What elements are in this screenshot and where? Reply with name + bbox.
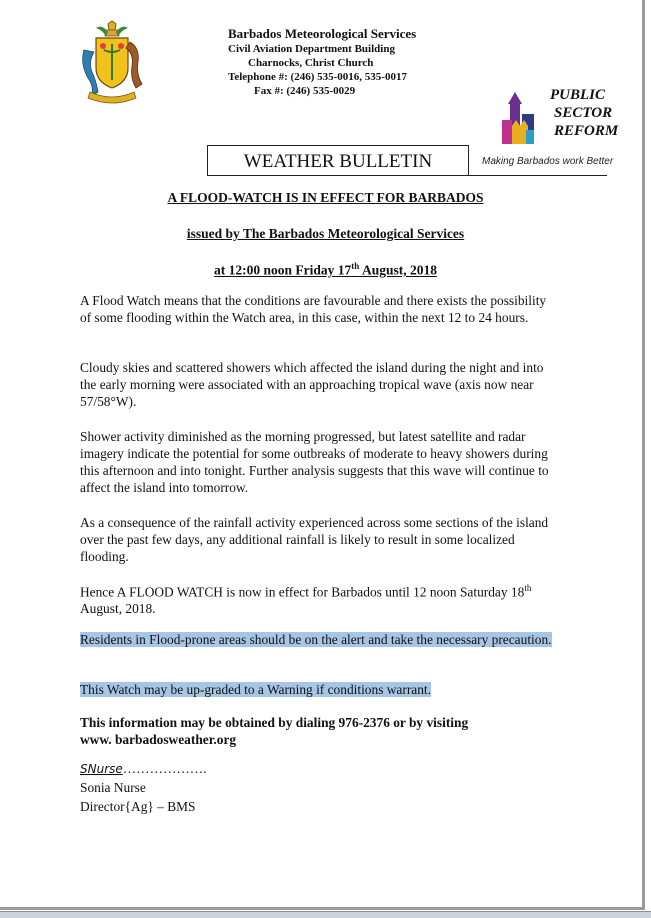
signature-scribble: SNurse [80, 762, 123, 776]
address-line-2: Charnocks, Christ Church [248, 57, 374, 69]
coat-of-arms-icon [78, 20, 146, 106]
organization-name: Barbados Meteorological Services [228, 26, 417, 41]
paragraph-5 [80, 580, 560, 617]
paragraph-7 [80, 681, 560, 698]
issued-by: issued by The Barbados Meteorological Services [186, 226, 465, 241]
paragraph-1: A Flood Watch means that the conditions are favourable and there exists the possibility of some flooding within the Watch area, in this case, within the next 12 to 24 hours. [80, 293, 547, 325]
paragraph-3: Shower activity diminished as the morning progressed, but latest satellite and radar imagery indicate the potential for some outbreaks of moderate to heavy showers during this afternoon and into tonight. Further analysis suggests that this wave will continue to affect the island into tomorrow. [80, 429, 549, 495]
psr-line-1: PUBLIC [550, 87, 606, 103]
bulletin-label: WEATHER BULLETIN [243, 151, 433, 172]
psr-wordmark [550, 86, 619, 140]
bulletin-title: A FLOOD-WATCH IS IN EFFECT FOR BARBADOS [167, 190, 484, 205]
issued-at-sup: th [351, 261, 360, 271]
bulletin-label-box [207, 145, 469, 175]
signature-block [80, 761, 206, 815]
fax: Fax #: (246) 535-0029 [254, 85, 356, 97]
highlighted-precaution: Residents in Flood-prone areas should be on the alert and take the necessary precaution. [80, 632, 552, 647]
psr-line-2: SECTOR [554, 105, 613, 121]
paragraph-2: Cloudy skies and scattered showers which affected the island during the night and into the early morning were associated with an approaching tropical wave (axis now near 57/58°W). [80, 360, 544, 409]
paragraph-6 [80, 631, 560, 648]
telephone: Telephone #: (246) 535-0016, 535-0017 [228, 71, 407, 83]
paragraph-4: As a consequence of the rainfall activity experienced across some sections of the island over the past few days, any additional rainfall is likely to result in some localized flooding. [80, 515, 549, 564]
paragraph-5-prefix: Hence A FLOOD WATCH is now in effect for Barbados until 12 noon Saturday 18 [80, 584, 525, 600]
header-rule [207, 175, 607, 176]
issued-at [0, 261, 651, 279]
letterhead [224, 26, 484, 98]
paragraph-8: This information may be obtained by dialing 976-2376 or by visiting www. barbadosweather.org [80, 715, 469, 747]
address-line-1: Civil Aviation Department Building [228, 43, 395, 55]
signature-dots: ………………. [122, 761, 207, 776]
issued-at-suffix: August, 2018 [359, 262, 437, 278]
signatory-title: Director{Ag} – BMS [80, 799, 196, 814]
signatory-name: Sonia Nurse [80, 780, 146, 795]
signature-line [80, 761, 206, 777]
psr-line-3: REFORM [554, 123, 619, 139]
paragraph-5-suffix: August, 2018. [80, 601, 156, 617]
psr-tagline: Making Barbados work Better [482, 156, 614, 167]
paragraph-5-sup: th [524, 583, 532, 593]
highlighted-warning: This Watch may be up-graded to a Warning if conditions warrant. [80, 682, 431, 697]
issued-at-prefix: at 12:00 noon Friday 17 [214, 262, 352, 278]
